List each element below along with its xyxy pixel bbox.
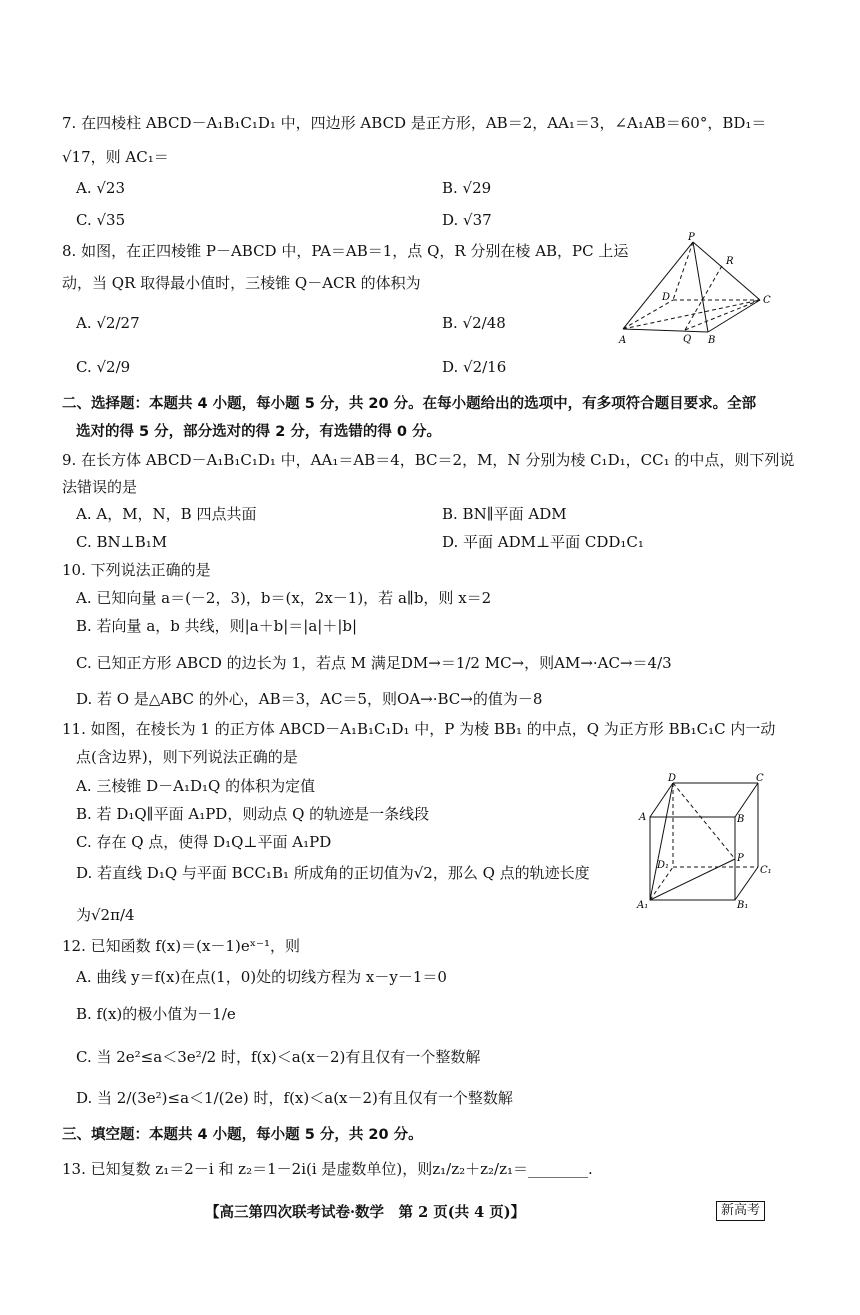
q12-option-c: C. 当 2e²≤a＜3e²/2 时，f(x)＜a(x－2)有且仅有一个整数解 bbox=[76, 1048, 481, 1066]
q7-option-b: B. √29 bbox=[442, 179, 492, 197]
q11-option-b: B. 若 D₁Q∥平面 A₁PD，则动点 Q 的轨迹是一条线段 bbox=[76, 805, 430, 823]
q8-option-a: A. √2/27 bbox=[76, 314, 140, 332]
q12-option-d: D. 当 2/(3e²)≤a＜1/(2e) 时，f(x)＜a(x－2)有且仅有一个整数解 bbox=[76, 1089, 513, 1107]
q8-stem-line2: 动，当 QR 取得最小值时，三棱锥 Q－ACR 的体积为 bbox=[62, 274, 421, 292]
fig11-label-b: B bbox=[737, 814, 745, 825]
fig8-label-p: P bbox=[688, 232, 695, 243]
q13-stem: 13. 已知复数 z₁＝2－i 和 z₂＝1－2i(i 是虚数单位)，则z₁/z₂＋z₂/z₁＝________. bbox=[62, 1160, 593, 1178]
fig8-label-r: R bbox=[726, 256, 734, 267]
q9-option-c: C. BN⊥B₁M bbox=[76, 533, 168, 551]
q12-option-b: B. f(x)的极小值为－1/e bbox=[76, 1005, 236, 1023]
q11-stem-line2: 点(含边界)，则下列说法正确的是 bbox=[76, 748, 298, 766]
fig11-label-b1: B₁ bbox=[737, 900, 749, 910]
q10-option-d: D. 若 O 是△ABC 的外心，AB＝3，AC＝5，则OA→·BC→的值为－8 bbox=[76, 690, 543, 708]
fig8-label-c: C bbox=[763, 295, 771, 306]
page-footer: 【高三第四次联考试卷·数学 第 2 页(共 4 页)】 bbox=[205, 1204, 526, 1221]
q12-option-a: A. 曲线 y＝f(x)在点(1，0)处的切线方程为 x－y－1＝0 bbox=[76, 968, 447, 986]
section2-heading-line1: 二、选择题：本题共 4 小题，每小题 5 分，共 20 分。在每小题给出的选项中，有多项符合题目要求。全部 bbox=[62, 396, 757, 412]
section3-heading: 三、填空题：本题共 4 小题，每小题 5 分，共 20 分。 bbox=[62, 1127, 423, 1143]
q7-stem-line2: √17，则 AC₁＝ bbox=[62, 148, 169, 166]
fig11-label-p: P bbox=[737, 853, 744, 864]
fig11-label-d: D bbox=[668, 773, 677, 784]
q8-stem-line1: 8. 如图，在正四棱锥 P－ABCD 中，PA＝AB＝1，点 Q，R 分别在棱 AB，PC 上运 bbox=[62, 242, 629, 260]
q7-option-c: C. √35 bbox=[76, 211, 126, 229]
fig11-label-c: C bbox=[756, 773, 764, 784]
cube-figure bbox=[635, 770, 775, 910]
q10-option-c: C. 已知正方形 ABCD 的边长为 1，若点 M 满足DM→＝1/2 MC→，则AM→·AC→＝4/3 bbox=[76, 654, 672, 672]
q10-stem: 10. 下列说法正确的是 bbox=[62, 561, 211, 579]
fig8-label-b: B bbox=[708, 335, 716, 346]
fig11-label-a1: A₁ bbox=[637, 900, 649, 910]
q9-stem-line1: 9. 在长方体 ABCD－A₁B₁C₁D₁ 中，AA₁＝AB＝4，BC＝2，M，N 分别为棱 C₁D₁，CC₁ 的中点，则下列说 bbox=[62, 451, 795, 469]
q9-option-d: D. 平面 ADM⊥平面 CDD₁C₁ bbox=[442, 533, 644, 551]
fig8-label-d: D bbox=[662, 292, 671, 303]
fig8-label-a: A bbox=[619, 335, 627, 346]
q9-option-b: B. BN∥平面 ADM bbox=[442, 505, 567, 523]
q10-option-a: A. 已知向量 a＝(－2，3)，b＝(x，2x－1)，若 a∥b，则 x＝2 bbox=[76, 589, 492, 607]
q8-option-d: D. √2/16 bbox=[442, 358, 507, 376]
q9-stem-line2: 法错误的是 bbox=[62, 478, 138, 496]
exam-type-badge: 新高考 bbox=[716, 1201, 765, 1221]
pyramid-figure bbox=[615, 232, 785, 347]
q11-option-c: C. 存在 Q 点，使得 D₁Q⊥平面 A₁PD bbox=[76, 833, 332, 851]
q11-option-a: A. 三棱锥 D－A₁D₁Q 的体积为定值 bbox=[76, 777, 316, 795]
q11-option-d-line1: D. 若直线 D₁Q 与平面 BCC₁B₁ 所成角的正切值为√2，那么 Q 点的轨迹长度 bbox=[76, 864, 590, 882]
q7-option-d: D. √37 bbox=[442, 211, 492, 229]
section2-heading-line2: 选对的得 5 分，部分选对的得 2 分，有选错的得 0 分。 bbox=[76, 424, 442, 440]
fig8-label-q: Q bbox=[683, 334, 692, 345]
q8-option-b: B. √2/48 bbox=[442, 314, 506, 332]
q11-option-d-line2: 为√2π/4 bbox=[76, 906, 135, 924]
fig11-label-c1: C₁ bbox=[760, 865, 772, 876]
q9-option-a: A. A，M，N，B 四点共面 bbox=[76, 505, 257, 523]
fig11-label-d1: D₁ bbox=[657, 860, 670, 871]
fig11-label-a: A bbox=[639, 812, 647, 823]
q8-option-c: C. √2/9 bbox=[76, 358, 131, 376]
q11-stem-line1: 11. 如图，在棱长为 1 的正方体 ABCD－A₁B₁C₁D₁ 中，P 为棱 BB₁ 的中点，Q 为正方形 BB₁C₁C 内一动 bbox=[62, 720, 776, 738]
q10-option-b: B. 若向量 a，b 共线，则|a＋b|＝|a|＋|b| bbox=[76, 617, 358, 635]
q7-option-a: A. √23 bbox=[76, 179, 126, 197]
q12-stem: 12. 已知函数 f(x)＝(x－1)eˣ⁻¹，则 bbox=[62, 937, 300, 955]
q7-stem-line1: 7. 在四棱柱 ABCD－A₁B₁C₁D₁ 中，四边形 ABCD 是正方形，AB＝2，AA₁＝3，∠A₁AB＝60°，BD₁＝ bbox=[62, 114, 767, 132]
